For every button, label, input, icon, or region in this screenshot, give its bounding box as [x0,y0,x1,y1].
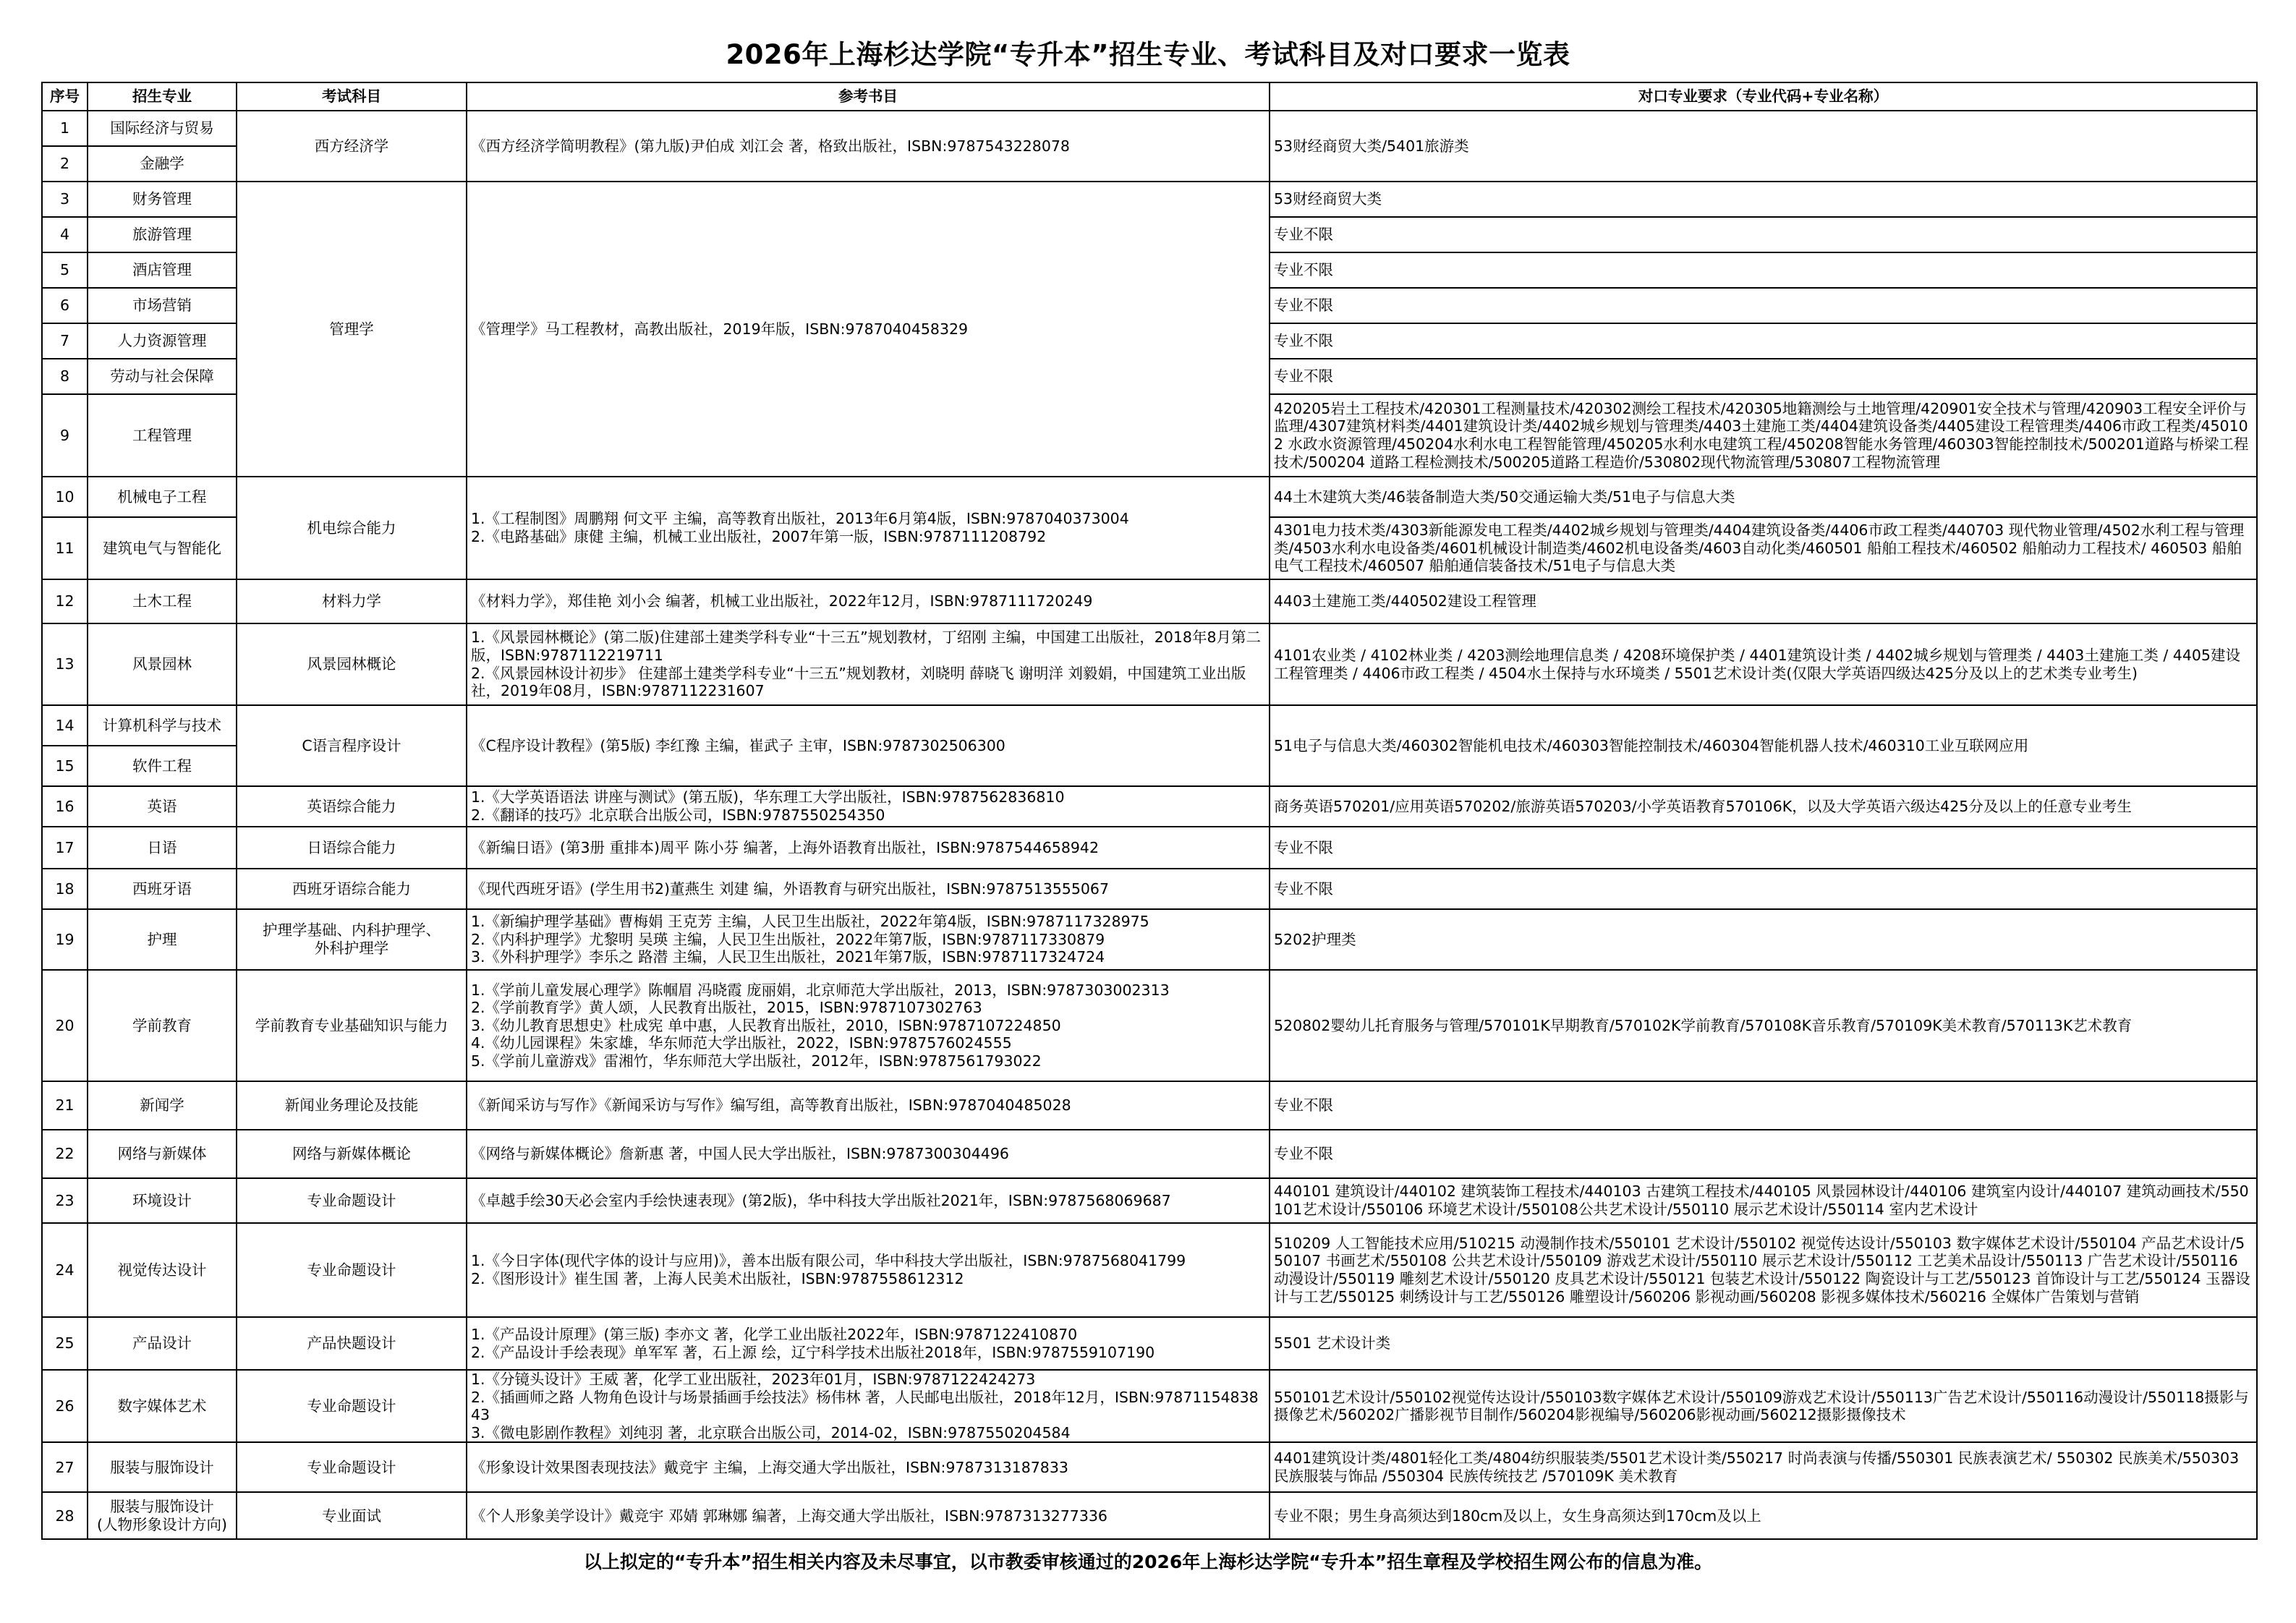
book-entry: 1.《产品设计原理》(第三版) 李亦文 著，化学工业出版社2022年，ISBN:9787122410870 [471,1325,1078,1343]
table-row [42,827,2257,869]
major-name: 新闻学 [88,1081,237,1130]
row-number: 19 [42,909,88,970]
reference-books: 《管理学》马工程教材，高教出版社，2019年版，ISBN:9787040458329 [467,182,1270,477]
exam-subject: 新闻业务理论及技能 [237,1081,467,1130]
book-entry: 1.《新编护理学基础》曹梅娟 王克芳 主编，人民卫生出版社，2022年第4版，ISBN:9787117328975 [471,913,1149,931]
major-requirements: 专业不限 [1270,1081,2257,1130]
row-number: 12 [42,579,88,623]
book-entry: 1.《工程制图》周鹏翔 何文平 主编，高等教育出版社，2013年6月第4版，ISBN:9787040373004 [471,510,1129,528]
book-entry: 1.《大学英语语法 讲座与测试》(第五版)，华东理工大学出版社，ISBN:9787562836810 [471,788,1065,806]
book-entry: 3.《微电影剧作教程》刘纯羽 著，北京联合出版公司，2014-02，ISBN:9787550204584 [471,1423,1071,1441]
major-requirements: 4301电力技术类/4303新能源发电工程类/4402城乡规划与管理类/4404建筑设备类/4406市政工程类/440703 现代物业管理/4502水利工程与管理类/4503水利水电设备类/4601机械设计制造类/4602机电设备类/4603自动化类/460501 船舶工程技术/460502 船舶动力工程技术/ 460503 船舶电气工程技术/460507 船舶通信装备技术/51电子与信息大类 [1270,517,2257,579]
reference-books [467,786,1270,827]
exam-subject-line: 护理学基础、内科护理学、 [263,921,441,940]
major-name: 风景园林 [88,623,237,705]
table-row [42,182,2257,217]
major-requirements: 53财经商贸大类/5401旅游类 [1270,111,2257,182]
reference-books: 《新编日语》(第3册 重排本)周平 陈小芬 编著，上海外语教育出版社，ISBN:9787544658942 [467,827,1270,869]
row-number: 3 [42,182,88,217]
table-row [42,111,2257,146]
exam-subject: 日语综合能力 [237,827,467,869]
row-number: 27 [42,1442,88,1492]
row-number: 24 [42,1223,88,1317]
row-number: 23 [42,1178,88,1223]
major-name: 网络与新媒体 [88,1130,237,1178]
major-name: 机械电子工程 [88,477,237,517]
row-number: 10 [42,477,88,517]
reference-books [467,1317,1270,1370]
table-row [42,1130,2257,1178]
exam-subject: 学前教育专业基础知识与能力 [237,970,467,1081]
exam-subject: 专业命题设计 [237,1178,467,1223]
table-row [42,909,2257,970]
table-header-row [42,82,2257,111]
exam-subject: 专业命题设计 [237,1223,467,1317]
row-number: 20 [42,970,88,1081]
row-number: 26 [42,1370,88,1442]
major-name-line: 服装与服饰设计 [110,1498,214,1516]
major-name: 日语 [88,827,237,869]
major-name: 工程管理 [88,394,237,477]
major-name: 建筑电气与智能化 [88,517,237,579]
major-requirements: 44土木建筑大类/46装备制造大类/50交通运输大类/51电子与信息大类 [1270,477,2257,517]
book-entry: 4.《幼儿园课程》朱家雄，华东师范大学出版社，2022，ISBN:9787576024555 [471,1034,1012,1052]
book-entry: 2.《电路基础》康健 主编，机械工业出版社，2007年第一版，ISBN:9787111208792 [471,528,1047,545]
exam-subject: 产品快题设计 [237,1317,467,1370]
exam-subject: 专业面试 [237,1492,467,1539]
major-requirements: 51电子与信息大类/460302智能机电技术/460303智能控制技术/460304智能机器人技术/460310工业互联网应用 [1270,705,2257,786]
book-entry: 5.《学前儿童游戏》雷湘竹，华东师范大学出版社，2012年，ISBN:9787561793022 [471,1052,1042,1070]
major-name: 英语 [88,786,237,827]
major-name: 学前教育 [88,970,237,1081]
exam-subject: 材料力学 [237,579,467,623]
exam-subject: 网络与新媒体概论 [237,1130,467,1178]
reference-books [467,970,1270,1081]
exam-subject-line: 外科护理学 [314,940,389,957]
row-number: 15 [42,746,88,786]
row-number: 16 [42,786,88,827]
table-row [42,1223,2257,1317]
exam-subject: 专业命题设计 [237,1370,467,1442]
major-requirements: 550101艺术设计/550102视觉传达设计/550103数字媒体艺术设计/550109游戏艺术设计/550113广告艺术设计/550116动漫设计/550118摄影与摄像艺术/560202广播影视节目制作/560204影视编导/560206影视动画/560212摄影摄像技术 [1270,1370,2257,1442]
book-entry: 2.《内科护理学》尤黎明 吴瑛 主编，人民卫生出版社，2022年第7版，ISBN:9787117330879 [471,930,1105,948]
reference-books [467,909,1270,970]
exam-subject: 西方经济学 [237,111,467,182]
book-entry: 2.《图形设计》崔生国 著，上海人民美术出版社，ISBN:9787558612312 [471,1270,964,1287]
book-entry: 1.《分镜头设计》王威 著，化学工业出版社，2023年01月，ISBN:9787122424273 [471,1371,1036,1388]
table-row [42,1081,2257,1130]
reference-books [467,1223,1270,1317]
row-number: 6 [42,288,88,323]
major-name: 金融学 [88,146,237,182]
row-number: 4 [42,217,88,252]
header-books: 参考书目 [467,82,1270,111]
major-requirements: 专业不限 [1270,1130,2257,1178]
table-row [42,786,2257,827]
major-name [88,1492,237,1539]
book-entry: 2.《学前教育学》黄人颂，人民教育出版社，2015，ISBN:9787107302763 [471,999,982,1017]
row-number: 9 [42,394,88,477]
exam-subject: 风景园林概论 [237,623,467,705]
exam-subject: 专业命题设计 [237,1442,467,1492]
table-row [42,623,2257,705]
table-row [42,970,2257,1081]
major-name: 视觉传达设计 [88,1223,237,1317]
major-requirements: 53财经商贸大类 [1270,182,2257,217]
reference-books: 《网络与新媒体概论》詹新惠 著，中国人民大学出版社，ISBN:9787300304496 [467,1130,1270,1178]
reference-books: 《卓越手绘30天必会室内手绘快速表现》(第2版)，华中科技大学出版社2021年，ISBN:9787568069687 [467,1178,1270,1223]
major-name: 人力资源管理 [88,323,237,359]
table-row [42,579,2257,623]
major-requirements: 4403土建施工类/440502建设工程管理 [1270,579,2257,623]
book-entry: 2.《翻译的技巧》北京联合出版公司，ISBN:9787550254350 [471,806,885,824]
book-entry: 3.《外科护理学》李乐之 路潜 主编，人民卫生出版社，2021年第7版，ISBN:9787117324724 [471,948,1105,966]
reference-books: 《现代西班牙语》(学生用书2)董燕生 刘建 编，外语教育与研究出版社，ISBN:9787513555067 [467,869,1270,909]
reference-books: 《材料力学》，郑佳艳 刘小会 编著，机械工业出版社，2022年12月，ISBN:9787111720249 [467,579,1270,623]
table-row [42,1370,2257,1442]
reference-books [467,1370,1270,1442]
header-requirements: 对口专业要求（专业代码+专业名称） [1270,82,2257,111]
row-number: 28 [42,1492,88,1539]
table-row [42,1442,2257,1492]
row-number: 17 [42,827,88,869]
major-requirements: 专业不限；男生身高须达到180cm及以上，女生身高须达到170cm及以上 [1270,1492,2257,1539]
major-requirements: 专业不限 [1270,217,2257,252]
major-requirements: 420205岩土工程技术/420301工程测量技术/420302测绘工程技术/420305地籍测绘与土地管理/420901安全技术与管理/420903工程安全评价与监理/4307建筑材料类/4401建筑设计类/4402城乡规划与管理类/4403土建施工类/4404建筑设备类/4405建设工程管理类/4406市政工程类/450102 水政水资源管理/450204水利水电工程智能管理/450205水利水电建筑工程/450208智能水务管理/460303智能控制技术/500201道路与桥梁工程技术/500204 道路工程检测技术/500205道路工程造价/530802现代物流管理/530807工程物流管理 [1270,394,2257,477]
row-number: 5 [42,252,88,288]
exam-subject [237,909,467,970]
row-number: 25 [42,1317,88,1370]
reference-books [467,623,1270,705]
row-number: 18 [42,869,88,909]
book-entry: 1.《学前儿童发展心理学》陈帼眉 冯晓霞 庞丽娟，北京师范大学出版社，2013，ISBN:9787303002313 [471,981,1170,999]
book-entry: 2.《插画师之路 人物角色设计与场景插画手绘技法》杨伟林 著，人民邮电出版社，2018年12月，ISBN:9787115483843 [471,1388,1259,1424]
row-number: 11 [42,517,88,579]
major-name: 国际经济与贸易 [88,111,237,146]
row-number: 14 [42,705,88,746]
major-name: 软件工程 [88,746,237,786]
major-name: 旅游管理 [88,217,237,252]
reference-books: 《个人形象美学设计》戴竞宇 邓婧 郭琳娜 编著，上海交通大学出版社，ISBN:9787313277336 [467,1492,1270,1539]
exam-subject: 英语综合能力 [237,786,467,827]
exam-subject: 机电综合能力 [237,477,467,579]
major-name: 护理 [88,909,237,970]
major-requirements: 5202护理类 [1270,909,2257,970]
book-entry: 3.《幼儿教育思想史》杜成宪 单中惠，人民教育出版社，2010，ISBN:9787107224850 [471,1016,1061,1034]
exam-subject: 西班牙语综合能力 [237,869,467,909]
major-requirements: 商务英语570201/应用英语570202/旅游英语570203/小学英语教育570106K，以及大学英语六级达425分及以上的任意专业考生 [1270,786,2257,827]
table-row [42,1178,2257,1223]
major-name: 服装与服饰设计 [88,1442,237,1492]
row-number: 7 [42,323,88,359]
reference-books: 《C程序设计教程》(第5版) 李红豫 主编，崔武子 主审，ISBN:9787302506300 [467,705,1270,786]
row-number: 22 [42,1130,88,1178]
footnote: 以上拟定的“专升本”招生相关内容及未尽事宜，以市教委审核通过的2026年上海杉达学院“专升本”招生章程及学校招生网公布的信息为准。 [583,1551,1713,1572]
major-requirements: 专业不限 [1270,288,2257,323]
page-title: 2026年上海杉达学院“专升本”招生专业、考试科目及对口要求一览表 [726,39,1570,70]
reference-books: 《新闻采访与写作》《新闻采访与写作》编写组，高等教育出版社，ISBN:9787040485028 [467,1081,1270,1130]
major-name-line: (人物形象设计方向) [97,1515,227,1533]
book-entry: 1.《风景园林概论》(第二版)住建部土建类学科专业“十三五”规划教材，丁绍刚 主编，中国建工出版社，2018年8月第二版，ISBN:9787112219711 [471,629,1262,664]
major-name: 劳动与社会保障 [88,359,237,394]
book-entry: 2.《产品设计手绘表现》单军军 著，石上源 绘，辽宁科学技术出版社2018年，ISBN:9787559107190 [471,1343,1155,1361]
header-exam: 考试科目 [237,82,467,111]
major-requirements: 专业不限 [1270,359,2257,394]
major-name: 市场营销 [88,288,237,323]
table-row [42,869,2257,909]
major-name: 酒店管理 [88,252,237,288]
reference-books: 《形象设计效果图表现技法》戴竞宇 主编，上海交通大学出版社，ISBN:9787313187833 [467,1442,1270,1492]
major-requirements: 440101 建筑设计/440102 建筑装饰工程技术/440103 古建筑工程技术/440105 风景园林设计/440106 建筑室内设计/440107 建筑动画技术/550101艺术设计/550106 环境艺术设计/550108公共艺术设计/550110 展示艺术设计/550114 室内艺术设计 [1270,1178,2257,1223]
row-number: 8 [42,359,88,394]
row-number: 1 [42,111,88,146]
major-requirements: 专业不限 [1270,323,2257,359]
major-requirements: 5501 艺术设计类 [1270,1317,2257,1370]
table-row [42,477,2257,517]
major-name: 西班牙语 [88,869,237,909]
major-requirements: 4401建筑设计类/4801轻化工类/4804纺织服装类/5501艺术设计类/550217 时尚表演与传播/550301 民族表演艺术/ 550302 民族美术/550303 民族服装与饰品 /550304 民族传统技艺 /570109K 美术教育 [1270,1442,2257,1492]
major-name: 数字媒体艺术 [88,1370,237,1442]
reference-books: 《西方经济学简明教程》(第九版)尹伯成 刘江会 著，格致出版社，ISBN:9787543228078 [467,111,1270,182]
header-major: 招生专业 [88,82,237,111]
book-entry: 2.《风景园林设计初步》 住建部土建类学科专业“十三五”规划教材，刘晓明 薛晓飞 谢明洋 刘毅娟，中国建筑工业出版社，2019年08月，ISBN:9787112231607 [471,664,1246,700]
major-name: 计算机科学与技术 [88,705,237,746]
admissions-table [41,82,2258,1540]
major-requirements: 4101农业类 / 4102林业类 / 4203测绘地理信息类 / 4208环境保护类 / 4401建筑设计类 / 4402城乡规划与管理类 / 4403土建施工类 / 4405建设工程管理类 / 4406市政工程类 / 4504水土保持与水环境类 / 5501艺术设计类(仅限大学英语四级达425分及以上的艺术类专业考生) [1270,623,2257,705]
book-entry: 1.《今日字体(现代字体的设计与应用)》，善本出版有限公司，华中科技大学出版社，ISBN:9787568041799 [471,1252,1186,1270]
exam-subject: 管理学 [237,182,467,477]
major-requirements: 510209 人工智能技术应用/510215 动漫制作技术/550101 艺术设计/550102 视觉传达设计/550103 数字媒体艺术设计/550104 产品艺术设计/550107 书画艺术/550108 公共艺术设计/550109 游戏艺术设计/550110 展示艺术设计/550112 工艺美术品设计/550113 广告艺术设计/550116 动漫设计/550119 雕刻艺术设计/550120 皮具艺术设计/550121 包装艺术设计/550122 陶瓷设计与工艺/550123 首饰设计与工艺/550124 玉器设计与工艺/550125 刺绣设计与工艺/550126 雕塑设计/560206 影视动画/560208 影视多媒体技术/560216 全媒体广告策划与营销 [1270,1223,2257,1317]
row-number: 13 [42,623,88,705]
major-requirements: 520802婴幼儿托育服务与管理/570101K早期教育/570102K学前教育/570108K音乐教育/570109K美术教育/570113K艺术教育 [1270,970,2257,1081]
major-name: 土木工程 [88,579,237,623]
table-row [42,705,2257,746]
table-row [42,1317,2257,1370]
exam-subject: C语言程序设计 [237,705,467,786]
major-requirements: 专业不限 [1270,869,2257,909]
major-name: 产品设计 [88,1317,237,1370]
header-no: 序号 [42,82,88,111]
major-requirements: 专业不限 [1270,827,2257,869]
row-number: 21 [42,1081,88,1130]
major-requirements: 专业不限 [1270,252,2257,288]
table-row [42,1492,2257,1539]
major-name: 财务管理 [88,182,237,217]
row-number: 2 [42,146,88,182]
reference-books [467,477,1270,579]
major-name: 环境设计 [88,1178,237,1223]
